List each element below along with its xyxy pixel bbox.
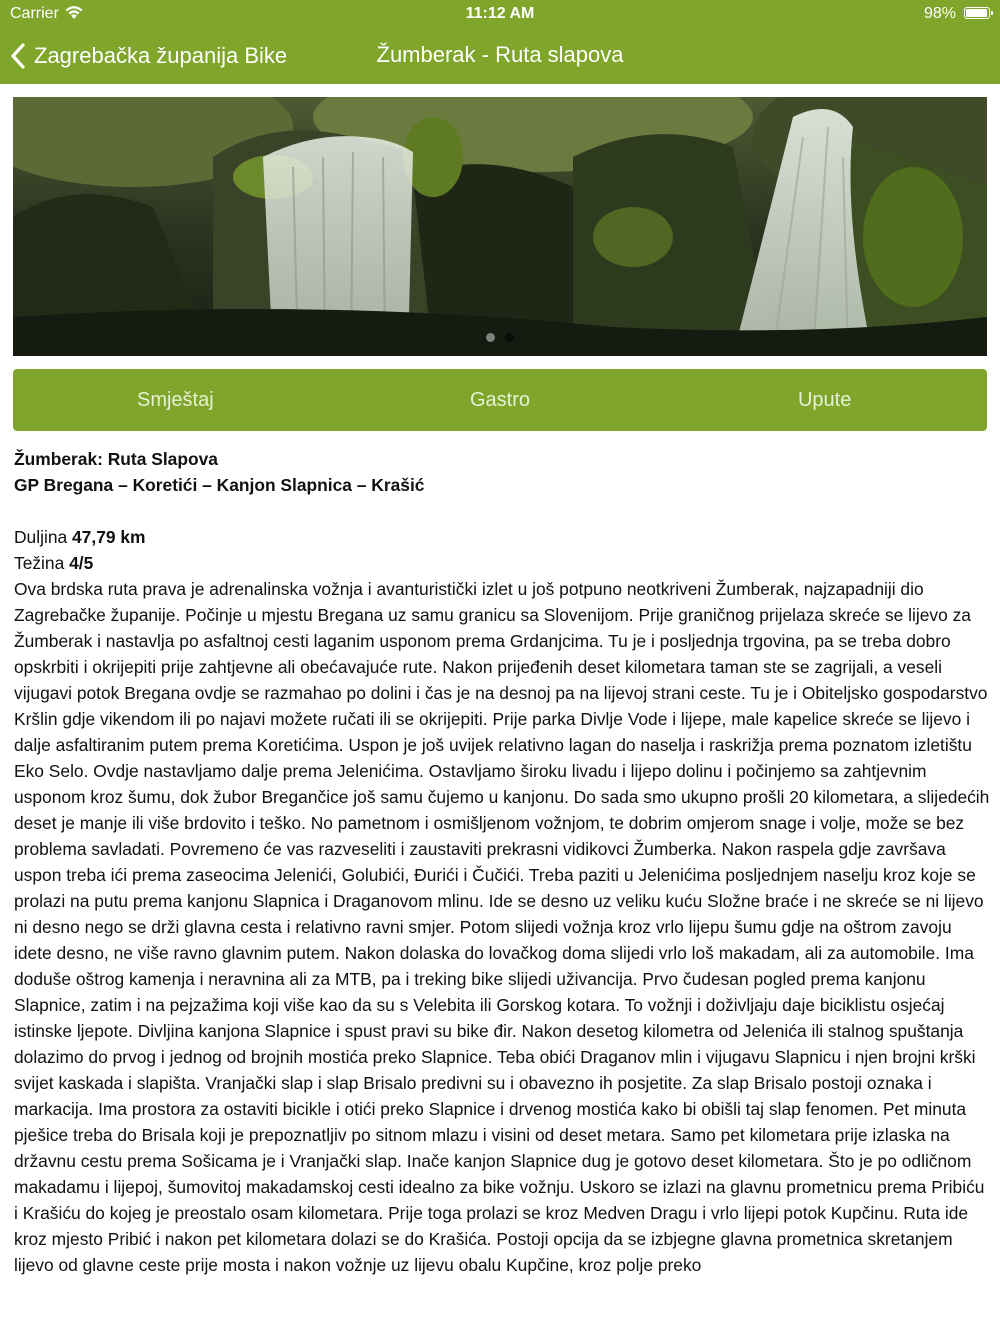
length-value: 47,79 km (72, 527, 146, 547)
battery-icon (964, 7, 990, 19)
route-description: Ova brdska ruta prava je adrenalinska vožnja i avanturistički izlet u još potpuno neotkriveni Žumberak, najzapadniji dio Zagrebačke županije. Počinje u mjestu Bregana uz samu granicu sa Slovenijom. Prije graničnog prijelaza skreće se lijevo za Žumberak i nastavlja po asfaltnoj cesti laganim usponom prema Grdanjcima. Tu je i posljednja trgovina, pa se treba dobro opskrbiti i okrijepiti prije zahtjevne ali obećavajuće rute. Nakon prijeđenih deset kilometara taman ste se zagrijali, a veseli vijugavi potok Bregana ovdje se razmahao po dolini i čas je na desnoj pa na lijevoj strani ceste. Tu je i Obiteljsko gospodarstvo Kršlin gdje vikendom ili po najavi možete ručati ili se okrijepiti. Prije parka Divlje Vode i lijepe, male kapelice skreće se lijevo i dalje asfaltiranim putem prema Koretićima. Uspon je još uvijek relativno lagan do naselja i raskrižja prema poznatom izletištu Eko Selo. Ovdje nastavljamo dalje prema Jelenićima. Ostavljamo široku livadu i lijepo dolinu i počinjemo sa zahtjevnim usponom kroz šumu, dok žubor Bregančice još samu čujemo u kanjonu. Do sada smo ukupno prošli 20 kilometara, a slijedećih deset je manje ili više brdovito i teško. No pametnom i osmišljenom vožnjom, te dobrim omjerom snage i volje, može se bez problema savladati. Povremeno će vas razveseliti i zaustaviti prekrasni vidikovci Žumberka. Nakon raspela gdje završava uspon treba ići prema zaseocima Jelenići, Golubići, Đurići i Čučići. Treba paziti u Jelenićima posljednjem naselju kroz koje se prolazi na putu prema kanjonu Slapnica i Draganovom mlinu. Ide se desno uz veliku kuću Složne braće i ne skreće se ni lijevo ni desno nego se drži glavna cesta i relativno ravni smjer. Potom slijedi vožnja kroz vrlo lijepu šumu gdje na oštrom zavoju idete desno, ne više ravno glavnim putem. Nakon dolaska do lovačkog doma slijedi vrlo loš makadam, ali za automobile. Ima doduše oštrog kamenja i neravnina ali za MTB, pa i treking bike slijedi uživancija. Prvo čudesan pogled prema kanjonu Slapnice, zatim i na pejzažima koji više kao da su s Velebita ili Gorskog kotara. To vožnji i doživljaju daje biciklistu osjećaj istinske ljepote. Divljina kanjona Slapnice i spust pravi su bike đir. Nakon desetog kilometra od Jelenića ili stalnog spuštanja dolazimo do prvog i jednog od brojnih mostića preko Slapnice. Teba obići Draganov mlin i vijugavu Slapnicu i njen brojni krški svijet kaskada i slapišta. Vranjački slap i slap Brisalo predivni su i obavezno ih posjetite. Za slap Brisalo postoji oznaka i markacija. Ima prostora za ostaviti bicikle i otići preko Slapnice i drvenog mostića kako bi obišli taj slap fenomen. Pet minuta pješice treba do Brisala koji je prepoznatljiv po sitnom mlazu i visini od deset metara. Samo pet kilometara prije izlaska na državnu cestu prema Sošicama je i Vranjački slap. Inače kanjon Slapnice dug je gotovo deset kilometara. Što je po odličnom makadamu i lijepoj, šumovitoj makadamskoj cesti idealno za bike vožnju. Uskoro se izlazi na glavnu prometnicu prema Pribiću i Krašiću do kojeg je preostalo osam kilometara. Prije toga prolazi se kroz Medven Dragu i vrlo lijepi potok Kupčinu. Ruta ide kroz mjesto Pribić i nakon pet kilometara dolazi se do Krašića. Postoji opcija da se izbjegne glavna prometnica skretanjem lijevo od glavne ceste prije mosta i nakon vožnje uz lijevu obalu Kupčine, kroz polje preko (14, 579, 990, 1275)
carrier-label: Carrier (10, 5, 59, 22)
chevron-left-icon (10, 42, 26, 70)
route-subheading: GP Bregana – Koretići – Kanjon Slapnica – Krašić (14, 475, 425, 495)
route-content (14, 446, 990, 1278)
tab-smjestaj[interactable]: Smještaj (136, 388, 214, 411)
carousel-dot[interactable] (486, 333, 495, 342)
route-length (14, 524, 990, 550)
page-title: Žumberak - Ruta slapova (376, 42, 624, 67)
navigation-bar (0, 28, 1000, 84)
route-heading: Žumberak: Ruta Slapova (14, 449, 218, 469)
battery-percentage: 98% (923, 5, 956, 22)
carousel-dot[interactable] (505, 333, 514, 342)
waterfall-photo (13, 97, 987, 356)
length-label: Duljina (14, 527, 68, 547)
segment-tabs (13, 369, 987, 431)
top-bar (0, 0, 1000, 84)
back-button[interactable] (10, 40, 287, 72)
carousel-page-indicator[interactable] (13, 333, 987, 342)
back-button-label: Zagrebačka županija Bike (34, 43, 288, 68)
tab-upute[interactable]: Upute (797, 388, 852, 411)
tab-gastro[interactable]: Gastro (469, 388, 531, 411)
difficulty-label: Težina (14, 553, 65, 573)
status-bar (0, 0, 1000, 28)
route-difficulty (14, 550, 990, 576)
image-carousel[interactable] (13, 97, 987, 356)
clock: 11:12 AM (465, 5, 535, 22)
difficulty-value: 4/5 (69, 553, 94, 573)
